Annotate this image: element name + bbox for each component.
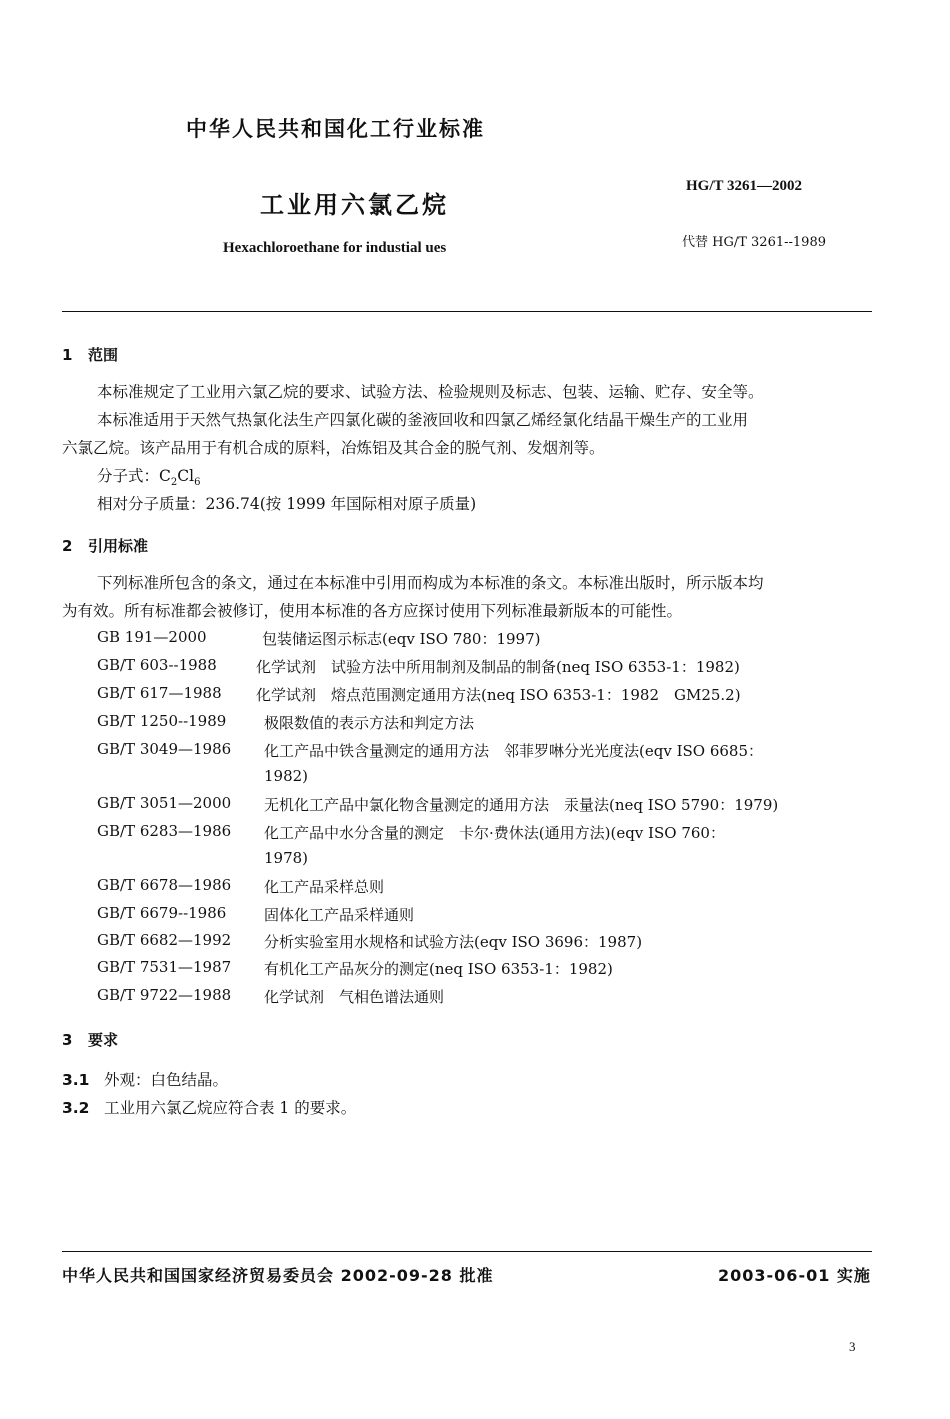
scope-paragraph-2-line-1: 本标准适用于天然气热氯化法生产四氯化碳的釜液回收和四氯乙烯经氯化结晶干燥生产的工业用 bbox=[97, 411, 749, 429]
reference-code: GB/T 6678—1986 bbox=[97, 876, 232, 894]
section-heading-scope bbox=[62, 344, 118, 365]
footer-divider bbox=[62, 1251, 872, 1252]
reference-title: 分析实验室用水规格和试验方法(eqv ISO 3696：1987) bbox=[264, 933, 643, 951]
references-intro-line-1: 下列标准所包含的条文，通过在本标准中引用而构成为本标准的条文。本标准出版时，所示版本均 bbox=[97, 574, 764, 592]
reference-title: 有机化工产品灰分的测定(neq ISO 6353-1：1982) bbox=[264, 960, 613, 978]
formula-chlorine: Cl bbox=[177, 467, 195, 485]
section-title: 范围 bbox=[88, 346, 119, 364]
requirement-item bbox=[62, 1066, 228, 1094]
replaces-standard: 代替 HG/T 3261--1989 bbox=[682, 235, 826, 250]
formula-carbon-count: 2 bbox=[170, 477, 178, 489]
relative-molecular-mass: 相对分子质量：236.74(按 1999 年国际相对原子质量) bbox=[97, 495, 477, 513]
title-chinese: 工业用六氯乙烷 bbox=[260, 191, 449, 219]
formula-chlorine-count: 6 bbox=[194, 477, 201, 489]
reference-code: GB/T 617—1988 bbox=[97, 684, 222, 702]
references-intro-line-2: 为有效。所有标准都会被修订，使用本标准的各方应探讨使用下列标准最新版本的可能性。 bbox=[62, 602, 683, 620]
reference-title-continuation: 1978) bbox=[264, 849, 309, 867]
reference-code: GB/T 7531—1987 bbox=[97, 958, 232, 976]
reference-title: 化学试剂 熔点范围测定通用方法(neq ISO 6353-1：1982 GM25.2) bbox=[256, 686, 741, 704]
section-number: 1 bbox=[62, 346, 73, 364]
reference-title: 化学试剂 试验方法中所用制剂及制品的制备(neq ISO 6353-1：1982) bbox=[256, 658, 740, 676]
approval-line: 中华人民共和国国家经济贸易委员会 2002-09-28 批准 bbox=[62, 1266, 494, 1285]
reference-title: 无机化工产品中氯化物含量测定的通用方法 汞量法(neq ISO 5790：1979) bbox=[264, 796, 779, 814]
standard-number: HG/T 3261—2002 bbox=[686, 178, 802, 194]
section-number: 3 bbox=[62, 1031, 73, 1049]
reference-title: 化工产品采样总则 bbox=[264, 878, 385, 896]
issuing-organization: 中华人民共和国化工行业标准 bbox=[186, 117, 485, 141]
reference-code: GB/T 6679--1986 bbox=[97, 904, 227, 922]
requirement-number: 3.2 bbox=[62, 1099, 90, 1117]
reference-code: GB/T 9722—1988 bbox=[97, 986, 232, 1004]
formula-label: 分子式： bbox=[97, 467, 160, 485]
formula-carbon: C bbox=[159, 467, 171, 485]
reference-title: 包装储运图示标志(eqv ISO 780：1997) bbox=[262, 630, 541, 648]
reference-title: 化学试剂 气相色谱法通则 bbox=[264, 988, 445, 1006]
reference-title-continuation: 1982) bbox=[264, 767, 309, 785]
reference-code: GB/T 603--1988 bbox=[97, 656, 217, 674]
section-heading-requirements bbox=[62, 1029, 118, 1050]
page-number: 3 bbox=[849, 1339, 856, 1354]
reference-code: GB 191—2000 bbox=[97, 628, 207, 646]
requirement-text: 外观：白色结晶。 bbox=[104, 1071, 229, 1089]
section-number: 2 bbox=[62, 537, 73, 555]
reference-code: GB/T 6682—1992 bbox=[97, 931, 232, 949]
header-divider bbox=[62, 311, 872, 312]
reference-code: GB/T 3051—2000 bbox=[97, 794, 232, 812]
reference-title: 化工产品中铁含量测定的通用方法 邻菲罗啉分光光度法(eqv ISO 6685： bbox=[264, 742, 764, 760]
section-title: 要求 bbox=[88, 1031, 119, 1049]
requirement-number: 3.1 bbox=[62, 1071, 90, 1089]
scope-paragraph-2-line-2: 六氯乙烷。该产品用于有机合成的原料，冶炼铝及其合金的脱气剂、发烟剂等。 bbox=[62, 439, 605, 457]
reference-code: GB/T 6283—1986 bbox=[97, 822, 232, 840]
reference-title: 极限数值的表示方法和判定方法 bbox=[264, 714, 475, 732]
reference-title: 固体化工产品采样通则 bbox=[264, 906, 415, 924]
section-heading-references bbox=[62, 535, 148, 556]
reference-code: GB/T 1250--1989 bbox=[97, 712, 227, 730]
requirement-text: 工业用六氯乙烷应符合表 1 的要求。 bbox=[104, 1099, 357, 1117]
scope-paragraph-1: 本标准规定了工业用六氯乙烷的要求、试验方法、检验规则及标志、包装、运输、贮存、安全等。 bbox=[97, 383, 764, 401]
requirement-item bbox=[62, 1094, 356, 1122]
reference-title: 化工产品中水分含量的测定 卡尔·费休法(通用方法)(eqv ISO 760： bbox=[264, 824, 725, 842]
reference-code: GB/T 3049—1986 bbox=[97, 740, 232, 758]
title-english: Hexachloroethane for industial ues bbox=[223, 240, 447, 256]
implementation-date: 2003-06-01 实施 bbox=[718, 1266, 871, 1285]
section-title: 引用标准 bbox=[88, 537, 149, 555]
